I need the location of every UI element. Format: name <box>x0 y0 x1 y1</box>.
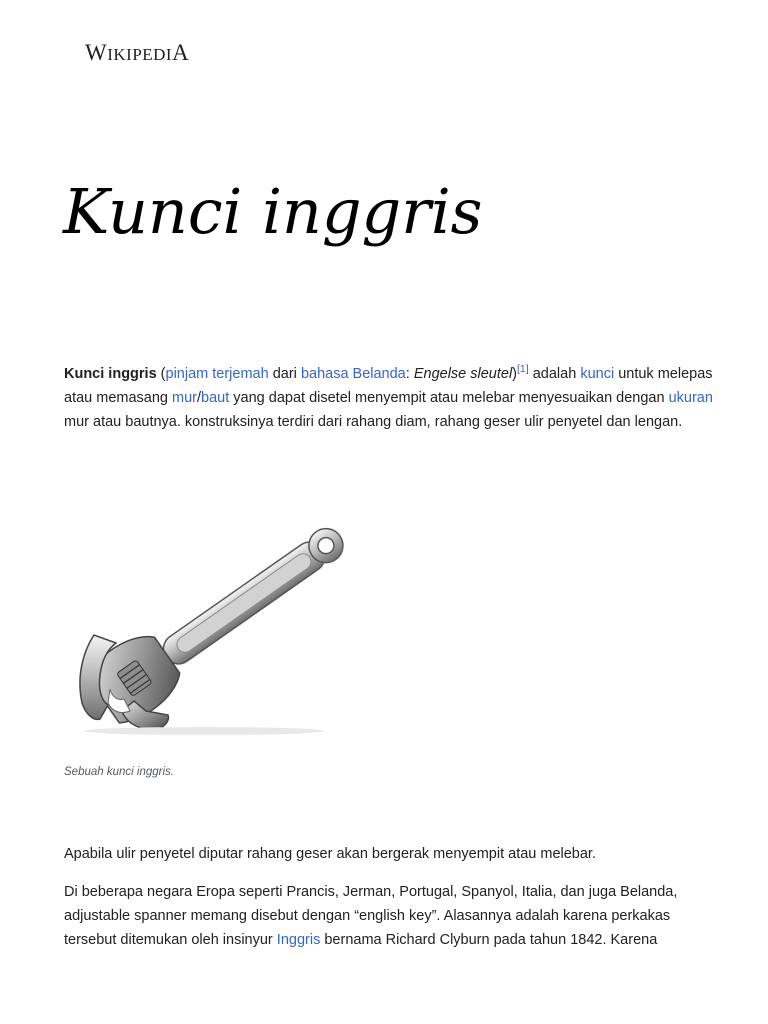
link-bahasa-belanda[interactable]: bahasa Belanda <box>300 366 406 382</box>
body-paragraph-3: Di beberapa negara Eropa seperti Prancis, Jerman, Portugal, Spanyol, Italia, dan juga Belanda, adjustable spanner memang disebut dengan “english key”. Alasannya adalah karena perkakas tersebut ditemukan oleh insinyur Inggris bernama Richard Clyburn pada tahun 1842. Karena <box>64 884 678 948</box>
link-pinjam-terjemah[interactable]: pinjam terjemah <box>165 366 269 382</box>
link-inggris[interactable]: Inggris <box>276 932 321 948</box>
adjustable-wrench-illustration <box>64 525 354 740</box>
link-ukuran[interactable]: ukuran <box>668 390 713 406</box>
link-kunci[interactable]: kunci <box>580 366 615 382</box>
wrench-image[interactable] <box>64 525 354 740</box>
body-paragraph-2: Apabila ulir penyetel diputar rahang geser akan bergerak menyempit atau melebar. <box>64 846 596 862</box>
wikipedia-logo[interactable]: WIKIPEDIA <box>85 40 190 65</box>
link-mur[interactable]: mur <box>172 390 197 406</box>
article-term: Kunci inggris <box>64 366 157 382</box>
figure-caption: Sebuah kunci inggris. <box>64 766 174 778</box>
link-baut[interactable]: baut <box>201 390 230 406</box>
intro-paragraph: Kunci inggris (pinjam terjemah dari bahasa Belanda: Engelse sleutel)[1] adalah kunci untuk melepas atau memasang mur/baut yang dapat disetel menyempit atau melebar menyesuaikan dengan ukuran mur atau bautnya. konstruksinya terdiri dari rahang diam, rahang geser ulir penyetel dan lengan. <box>64 363 713 430</box>
reference-link-1[interactable]: [1] <box>517 363 529 376</box>
page-title: Kunci inggris <box>63 175 483 248</box>
dutch-term: Engelse sleutel <box>413 366 513 382</box>
